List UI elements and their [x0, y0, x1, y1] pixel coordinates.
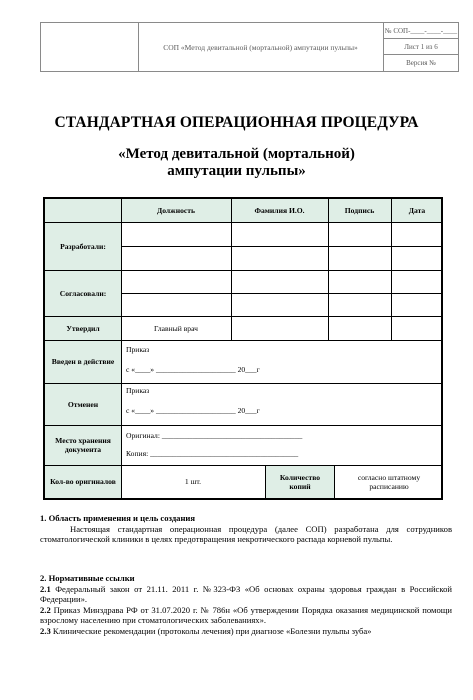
document-name-line1: «Метод девитальной (мортальной) — [118, 146, 355, 162]
enacted-order-date: с «____» _____________________ 20___г — [126, 365, 260, 374]
section-1-paragraph: Настоящая стандартная операционная процедура (далее СОП) разработана для сотрудников стоматологической клиники в целях предотвращения некротического распада корневой пульпы. — [40, 523, 452, 544]
column-header-date: Дата — [408, 206, 426, 215]
column-header-position: Должность — [157, 206, 195, 215]
logo-placeholder — [41, 23, 139, 71]
sheet-number: Лист 1 из 6 — [384, 39, 458, 55]
column-header-name: Фамилия И.О. — [254, 206, 305, 215]
reference-item — [40, 605, 452, 626]
document-header — [40, 22, 459, 72]
row-label-enacted: Введен в действие — [51, 357, 115, 366]
reference-item — [40, 626, 452, 637]
enacted-order-label: Приказ — [126, 345, 150, 354]
section-2-heading: 2. Нормативные ссылки — [40, 573, 135, 583]
table-rule — [121, 246, 443, 247]
section-1-heading: 1. Область применения и цель создания — [40, 513, 196, 523]
row-label-agreed: Согласовали: — [59, 288, 107, 298]
table-rule — [121, 293, 443, 294]
table-rule — [265, 465, 266, 500]
cancelled-order-date: с «____» _____________________ 20___г — [126, 406, 260, 415]
reference-number: 2.3 — [40, 625, 51, 636]
storage-original: Оригинал: _____________________________________ — [126, 431, 303, 440]
copies-count-label: Кол-во оригиналов — [50, 477, 116, 486]
reference-number: 2.1 — [40, 583, 51, 594]
document-type: СТАНДАРТНАЯ ОПЕРАЦИОННАЯ ПРОЦЕДУРА — [54, 114, 419, 131]
table-rule — [334, 465, 335, 500]
section-1 — [40, 513, 452, 545]
copies-qty-value: согласно штатному расписанию — [357, 472, 421, 491]
version-number: Версия № — [406, 59, 436, 67]
reference-number: 2.2 — [40, 604, 51, 615]
reference-item — [40, 584, 452, 605]
reference-text: Клинические рекомендации (протоколы лечения) при диагнозе «Болезни пульпы зуба» — [50, 625, 372, 636]
row-label-developed: Разработали: — [60, 241, 106, 251]
reference-text: Приказ Минздрава РФ от 31.07.2020 г. № 786н «Об утверждении Порядка оказания медицинской помощи взрослому населению при стоматологических заболеваниях». — [40, 604, 452, 625]
approval-table — [43, 197, 443, 500]
table-rule — [121, 197, 122, 500]
copies-qty-label: Количество копий — [279, 472, 321, 491]
header-meta — [384, 23, 458, 71]
row-label-cancelled: Отменен — [67, 399, 99, 409]
sop-number: № СОП-____-____-____ — [384, 23, 458, 39]
row-label-approved: Утвердил — [66, 323, 100, 333]
column-header-signature: Подпись — [344, 206, 375, 215]
section-2 — [40, 573, 452, 636]
storage-copy: Копия: _______________________________________ — [126, 449, 299, 458]
reference-text: Федеральный закон от 21.11. 2011 г. №323-ФЗ «Об основах охраны здоровья граждан в Российской Федерации». — [40, 583, 452, 604]
header-title: СОП «Метод девитальной (мортальной) ампутации пульпы» — [138, 23, 384, 71]
document-name — [0, 146, 473, 180]
row-label-storage: Место хранения документа — [55, 436, 111, 454]
cancelled-order-label: Приказ — [126, 386, 150, 395]
approved-position: Главный врач — [154, 323, 198, 333]
copies-count-value: 1 шт. — [184, 477, 202, 486]
document-name-line2: ампутации пульпы» — [167, 163, 306, 179]
